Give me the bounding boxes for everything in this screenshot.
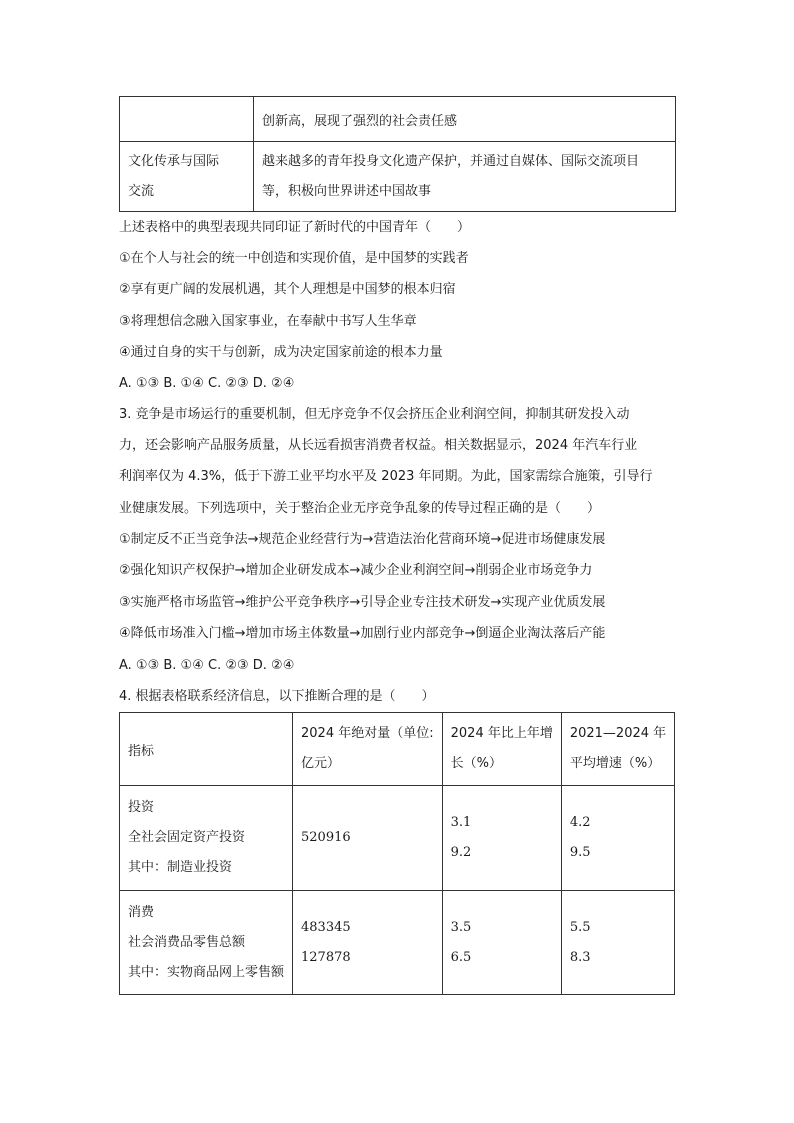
option: ③实施严格市场监管→维护公平竞争秩序→引导企业专注技术研发→实现产业优质发展: [119, 595, 606, 610]
cell-text: 等，积极向世界讲述中国故事: [262, 183, 432, 199]
cell-text: 2024 年绝对量（单位:: [301, 726, 434, 741]
question-stem: 上述表格中的典型表现共同印证了新时代的中国青年（ ）: [119, 220, 471, 235]
cell-text: 文化传承与国际: [128, 153, 220, 169]
cell-value: 4.2: [569, 815, 591, 830]
table-cell: [120, 891, 293, 995]
table-cell: [442, 786, 561, 891]
table-cell: [254, 142, 676, 212]
cell-text: 其中：实物商品网上零售额: [128, 964, 285, 980]
cell-value: 9.2: [450, 845, 472, 860]
cell-value: 6.5: [450, 949, 472, 965]
table-row: [120, 142, 676, 212]
option: ②强化知识产权保护→增加企业研发成本→减少企业利润空间→削弱企业市场竞争力: [119, 563, 593, 578]
option: ④降低市场准入门槛→增加市场主体数量→加剧行业内部竞争→倒逼企业淘汰落后产能: [119, 626, 606, 641]
table-row: [120, 891, 675, 995]
cell-text: 2024 年比上年增: [450, 726, 553, 741]
table-economic-data: [119, 712, 675, 995]
option: ①在个人与社会的统一中创造和实现价值，是中国梦的实践者: [119, 251, 469, 266]
header-cell: [561, 713, 674, 786]
table-cell: [561, 891, 674, 995]
question-stem: 业健康发展。下列选项中，关于整治企业无序竞争乱象的传导过程正确的是（ ）: [119, 501, 601, 516]
header-cell: [442, 713, 561, 786]
option: ①制定反不正当竞争法→规范企业经营行为→营造法治化营商环境→促进市场健康发展: [119, 532, 606, 547]
question-stem: 力，还会影响产品服务质量，从长远看损害消费者权益。相关数据显示，2024 年汽车行业: [119, 438, 638, 453]
cell-text: 其中：制造业投资: [128, 860, 233, 875]
header-cell: 指标: [120, 713, 293, 786]
answer-choices: A. ①③ B. ①④ C. ②③ D. ②④: [119, 376, 295, 391]
table-row: [120, 97, 676, 142]
table-cell: [120, 97, 254, 142]
cell-value: 8.3: [569, 949, 591, 965]
cell-text: 亿元）: [301, 756, 341, 771]
table-youth-performance: [119, 96, 676, 212]
cell-text: 全社会固定资产投资: [128, 830, 246, 845]
cell-value: 9.5: [569, 845, 591, 860]
cell-text: 越来越多的青年投身文化遗产保护，并通过自媒体、国际交流项目: [262, 153, 640, 169]
table-cell: [293, 891, 443, 995]
option: ③将理想信念融入国家事业，在奉献中书写人生华章: [119, 314, 417, 329]
table-row: [120, 786, 675, 891]
cell-text: 投资: [128, 800, 155, 815]
cell-text: 消费: [128, 904, 155, 920]
question-stem: 4. 根据表格联系经济信息，以下推断合理的是（ ）: [119, 689, 435, 704]
header-cell: [293, 713, 443, 786]
table-cell: [293, 786, 443, 891]
cell-value: 483345: [301, 919, 351, 935]
table-cell: [561, 786, 674, 891]
table-cell: [120, 786, 293, 891]
cell-value: 5.5: [569, 919, 591, 935]
cell-value: 3.5: [450, 919, 472, 935]
option: ④通过自身的实干与创新，成为决定国家前途的根本力量: [119, 345, 443, 360]
table-cell: [442, 891, 561, 995]
question-stem: 3. 竞争是市场运行的重要机制，但无序竞争不仅会挤压企业利润空间，抑制其研发投入动: [119, 407, 630, 422]
table-cell: 创新高，展现了强烈的社会责任感: [254, 97, 676, 142]
cell-text: 平均增速（%）: [569, 756, 661, 771]
option: ②享有更广阔的发展机遇，其个人理想是中国梦的根本归宿: [119, 282, 456, 297]
table-cell: [120, 142, 254, 212]
cell-text: 交流: [128, 183, 155, 199]
cell-value: 127878: [301, 949, 351, 965]
table-header-row: [120, 713, 675, 786]
cell-text: 社会消费品零售总额: [128, 934, 246, 950]
answer-choices: A. ①③ B. ①④ C. ②③ D. ②④: [119, 658, 295, 673]
cell-text: 2021—2024 年: [569, 726, 667, 741]
cell-value: 3.1: [450, 815, 472, 830]
cell-value: 520916: [301, 830, 351, 845]
cell-text: 长（%）: [450, 756, 502, 771]
question-stem: 利润率仅为 4.3%，低于下游工业平均水平及 2023 年同期。为此，国家需综合施策，引导行: [119, 469, 653, 484]
